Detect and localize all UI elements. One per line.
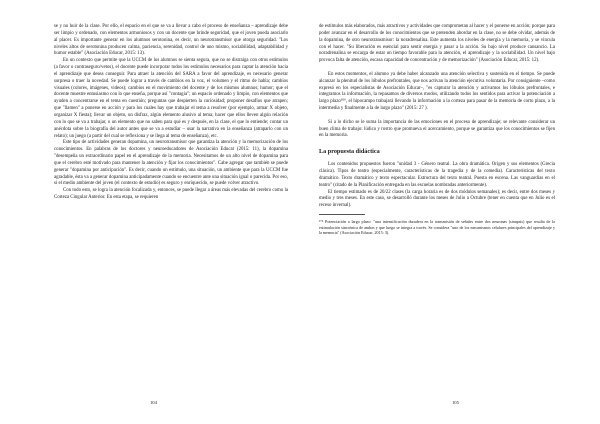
paragraph: En un contexto que permite que la UCCM de los alumnos se sienta segura, que no se distraiga con otros estímulos (a favor o contraseguro/vetos), el docente puede incorporar todos los estímulos necesarios para captar la atención hacia el aprendizaje que desea conseguir. Para atraer la atención del SARA a favor del aprendizaje, es necesario generar sorpresa o traer la novedad. Se puede lograr a través de cambios en la voz, el volumen y el ritmo de habla; cambios visuales (colores, imágenes, videos); cambios en el movimiento del docente y de los mismos alumnos; humor; que el docente muestre entusiasmo con lo que enseña, porque así "contagia"; un espacio ordenado y limpio, con elementos que ayuden a concentrarse en el tema en cuestión; preguntas que despierten la curiosidad; proponer desafíos que atrapen; que "llamen" a ponerse en acción y para los cuales hay que trabajar el tema a resolver (por ejemplo, armar X objeto, organizar X fiesta); llevar un objeto, un disfraz, algún elemento alusivo al tema; hacer que ellos lleven algún relación con lo que se va a trabajar, o un elemento que no saben para qué es y después, en la clase, el que lo entiende; contar un anécdota sobre la biografía del autor antes que se va a estudiar – usar la narrativa en la enseñanza (atraparlo con un relato); un juego (a partir del cual se reflexiona y se llega al tema de enseñanza), etc.	[54, 58, 288, 139]
paragraph: El tiempo estimado es de 20/22 clases (la carga horaria es de dos módulos semanales); es decir, entre dos meses y medio y tres meses. En este caso, se desarrolló durante los meses de Julio a Octubre (tener en cuenta que en Julio es el receso invernal).	[319, 189, 555, 209]
paragraph: de estímulos más elaborados, más atractivos y actividades que comprometan al hacer y el ponerse en acción; porque para poder avanzar en el desarrollo de los conocimientos que se pretenden abordar en la clase, no se debe olvidar, además de la dopamina, de otro neurotransmisor: la noradrenalina. Este aumenta los niveles de energía y la memoria, y se vincula con el hacer. "Su liberación es esencial para sentir energía y pasar a la acción. Su bajo nivel produce cansancio. La noradrenalina se encarga de estar un tiempo favorable para la atención, el aprendizaje y la sociabilidad. Un nivel bajo provoca falta de atención, escasa capacidad de concentración y de memorización" (Asociación Educar, 2015: 12).	[319, 24, 555, 64]
section-heading: La propuesta didáctica	[319, 148, 380, 156]
right-page	[300, 0, 600, 424]
right-page-body	[319, 24, 555, 210]
paragraph: Los contenidos propuestos fueron "unidad 3 - Género teatral. La obra dramática. Origen y sus elementos (Grecia clásica). Tipos de teatro (especialmente, características de la tragedia y de la comedia). Características del texto dramático. Texto dramático y texto espectacular. Estructura del texto teatral. Puesta en escena. Las vanguardias en el teatro" (citado de la Planificación entregada en las escuelas nombradas anteriormente).	[319, 162, 555, 188]
paragraph: Este tipo de actividades generan dopamina, un neurotransmisor que garantiza la atención y la memorización de los conocimientos. En palabras de los doctores y neuroeducadores de Asociación Educar (2015: 11), la dopamina "desempeña un extraordinario papel en el aprendizaje de la memoria. Necesitamos de un alto nivel de dopamina para que el cerebro esté motivado para mantener la atención y fijar los conocimientos". Cabe agregar que también se puede generar "dopamina por anticipación". Es decir, cuando un estímulo, una situación, un ambiente que para la UCCM fue agradable, ésta va a generar dopamina anticipadamente cuando se encuentre ante una situación igual o parecida. Por eso, si el medio ambiente del joven (el contexto de estudio) es seguro y enriquecido, se puede volver atractivo.	[54, 140, 288, 187]
footnote: ¹⁰⁶ Potenciación a largo plazo: "una intensificación duradera en la transmisión de señales entre dos neuronas (sinapsis) que resulta de la estimulación sincrónica de ambas y que luego se integra a través. Se considera "uno de los mecanismos celulares principales del aprendizaje y la memoria" (Asociación Educar, 2015: 3).	[319, 219, 555, 235]
left-page-body	[54, 24, 288, 202]
paragraph: Con todo esto, se logra la atención focalizada y, entonces, se puede llegar a áreas más elevadas del cerebro como la Corteza Cingular Anterior. En esta etapa, se requieren	[54, 188, 288, 201]
paragraph: se y no huir de la clase. Por ello, el espacio en el que se va a llevar a cabo el proceso de enseñanza – aprendizaje debe ser limpio y ordenado, con elementos armoniosos y con un docente que brinde seguridad, que el joven pueda asociarlo al placer. Es importante generar en los alumnos serotonina, es decir, un neurotransmisor que otorga seguridad. "Los niveles altos de serotonina producen calma, paciencia, serenidad, control de uno mismo, sociabilidad, adaptabilidad y humor estable" (Asociación Educar, 2015: 13).	[54, 24, 288, 57]
page-number: 105	[452, 400, 459, 405]
paragraph: Si a lo dicho se le suma la importancia de las emociones en el proceso de aprendizaje; se relevante considerar un buen clima de trabajo: lúdico y rostro que promueva el acercamiento, porque se garantiza que los conocimientos se fijen en la memoria.	[319, 119, 555, 139]
page-number: 104	[150, 400, 157, 405]
paragraph: En estos momentos, el alumno ya debe haber alcanzado una atención selectiva y sostenida en el tiempo. Se puede alcanzar la plenitud de los lóbulos prefrontales, que nos activan la atención ejecutiva voluntaria. Por consiguiente –como expresó en los especialistas de Asociación Educar–, "es capturar la atención y activamos los lóbulos prefrontales, e integramos la información, la repasamos de diversos modos, utilizando todos los sentidos para activar la potenciación a largo plazo¹⁰⁶, el hipocampo trabajará llevando la información a la corteza para pasar de la memoria de corto plazo, a la intermedia y finalmente a la de largo plazo" (2015: 27 ).	[319, 71, 555, 112]
footnote-divider	[319, 214, 365, 215]
